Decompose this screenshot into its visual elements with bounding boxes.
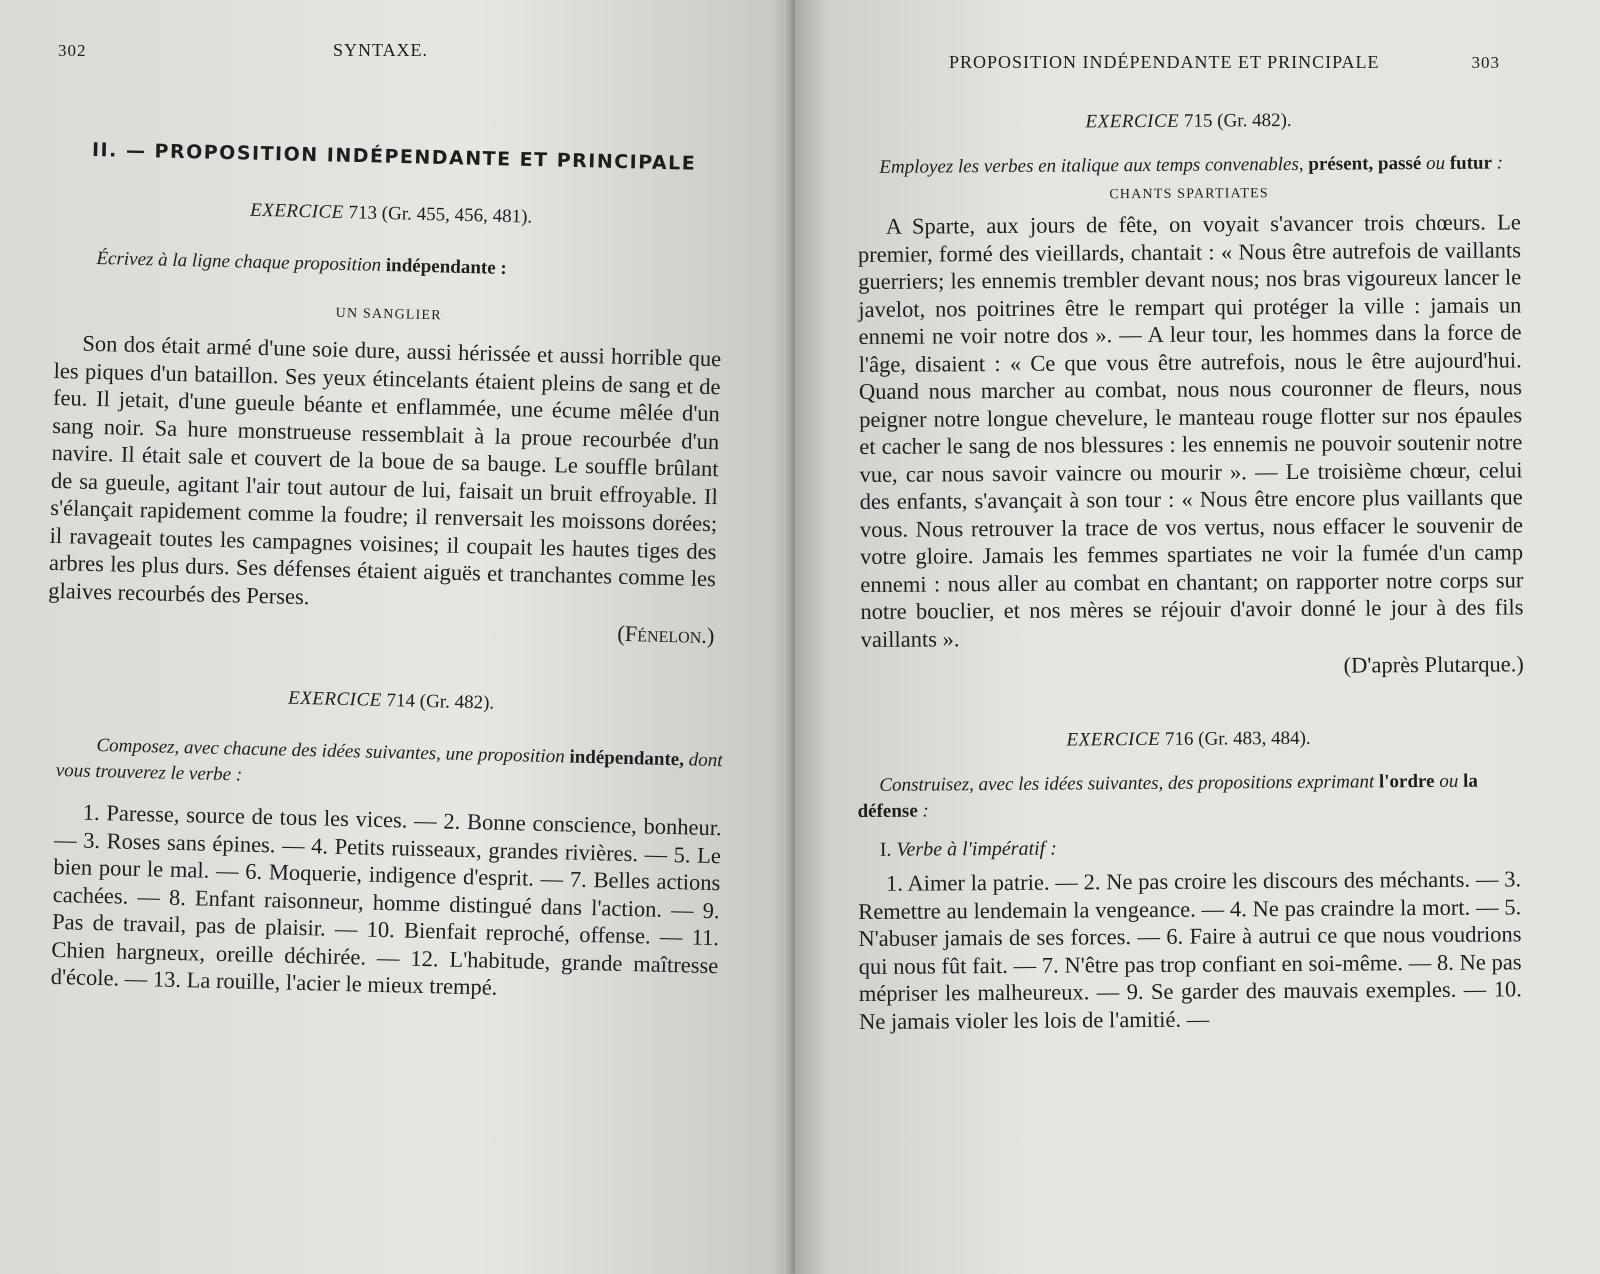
list-text: 1. Paresse, source de tous les vices. — 2. Bonne conscience, bonheur. — 3. Roses sans épines. — 4. Petits ruisseaux, grandes rivières. — 5. Le bien pour le mal. — 6. Moquerie, indigence d'esprit. — 7. Belles actions cachées. — 8. Enfant raisonneur, homme distingué dans l'action. — 9. Pas de travail, pas de plaisir. — 10. Bienfait reproché, offense. — 11. Chien hargneux, oreille déchirée. — 12. L'habitude, grande maîtresse d'école. — 13. La rouille, l'acier le mieux trempé. bbox=[50, 799, 722, 1000]
right-running-title: PROPOSITION INDÉPENDANTE ET PRINCIPALE bbox=[949, 52, 1380, 72]
exercise-label: EXERCICE bbox=[1066, 728, 1161, 751]
exercise-ref: 713 (Gr. 455, 456, 481). bbox=[348, 202, 533, 228]
instruction-italic: ou bbox=[1425, 152, 1446, 175]
exercise-716-heading bbox=[857, 726, 1520, 753]
exercise-714-heading bbox=[57, 682, 724, 720]
instruction-italic: Composez, avec chacune des idées suivantes, une proposition bbox=[96, 734, 565, 767]
list-text: 1. Aimer la patrie. — 2. Ne pas croire les discours des méchants. — 3. Remettre au lendemain la vengeance. — 4. Ne pas craindre la mort. — 5. N'abuser jamais de ses forces. — 6. Faire à autrui ce que nous voudrions qui nous fût fait. — 7. N'être pas trop confiant en soi-même. — 8. Ne pas mépriser les malheureux. — 9. Se garder des mauvais exemples. — 10. Ne jamais violer les lois de l'amitié. — bbox=[858, 865, 1522, 1033]
exercise-715-heading bbox=[857, 108, 1520, 135]
exercise-716 bbox=[857, 726, 1522, 1035]
exercise-714 bbox=[50, 682, 724, 1007]
left-running-head bbox=[58, 40, 725, 61]
exercise-716-subheading bbox=[858, 834, 1521, 862]
attribution: (Fénelon.) bbox=[617, 620, 715, 649]
exercise-715 bbox=[857, 108, 1524, 682]
section-heading: II. — PROPOSITION INDÉPENDANTE ET PRINCIPALE bbox=[91, 139, 697, 175]
instruction-italic: dont vous trouverez le verbe : bbox=[55, 748, 723, 786]
instruction-bold: indépendante, bbox=[569, 746, 685, 770]
left-page bbox=[0, 0, 795, 1274]
instruction-italic: : bbox=[1496, 152, 1504, 174]
exercise-ref: 714 (Gr. 482). bbox=[386, 689, 495, 714]
instruction-bold: l'ordre bbox=[1378, 770, 1435, 792]
left-page-number: 302 bbox=[58, 41, 87, 60]
exercise-716-instruction bbox=[857, 768, 1520, 825]
exercise-713-text bbox=[47, 329, 721, 650]
exercise-label: EXERCICE bbox=[287, 687, 383, 711]
instruction-italic: Construisez, avec les idées suivantes, des propositions exprimant bbox=[879, 770, 1375, 796]
exercise-715-subtitle: CHANTS SPARTIATES bbox=[1109, 186, 1269, 203]
exercise-715-instruction bbox=[857, 150, 1520, 181]
instruction-italic: Écrivez à la ligne chaque proposition bbox=[96, 247, 382, 276]
passage-text: Son dos était armé d'une soie dure, aussi hérissée et aussi horrible que les piques d'un bataillon. Ses yeux étincelants étaient pleins de sang et de feu. Il jetait, d'une gueule béante et enflammée, une écume mêlée d'un sang noir. Sa hure monstrueuse ressemblait à la proue recourbée d'un navire. Il était sale et couvert de la boue de sa bauge. Le souffle brûlant de sa gueule, agitant l'air tout autour de lui, faisait un bruit effroyable. Il s'élançait rapidement comme la foudre; il renversait les moissons dorées; il ravageait toutes les campagnes voisines; il coupait les hautes tiges des arbres les plus durs. Ses défenses étaient aiguës et tranchantes comme les glaives recourbés des Perses. bbox=[48, 330, 722, 609]
right-running-head bbox=[857, 52, 1520, 73]
exercise-713 bbox=[47, 195, 725, 650]
exercise-714-instruction bbox=[56, 731, 724, 799]
passage-text: A Sparte, aux jours de fête, on voyait s'avancer trois chœurs. Le premier, formé des vieillards, chantait : « Nous être autrefois de vaillants guerriers; les ennemis trembler devant nous; nos bras vigoureux lancer le javelot, nos poitrines être le rempart qui protéger la ville : jamais un ennemi ne voir notre dos ». — A leur tour, les hommes dans la force de l'âge, disaient : « Ce que vous être autrefois, nous le être aujourd'hui. Quand nous marcher au combat, nous nous couronner de fleurs, nous peigner notre longue chevelure, le manteau rouge flotter sur nos épaules et cacher le sang de nos blessures : les ennemis ne pouvoir soutenir notre vue, car nous savoir vaincre ou mourir ». — Le troisième chœur, celui des enfants, s'avançait à son tour : « Nous être encore plus vaillants que vous. Nous retrouver la trace de vos vertus, nous effacer le souvenir de votre gloire. Jamais les femmes spartiates ne voir la fumée d'un camp ennemi : nous aller au combat en chantant; on rapporter notre corps sur notre bouclier, et nos mères se réjouir d'avoir donné le jour à des fils vaillants ». bbox=[857, 209, 1524, 652]
exercise-716-text bbox=[858, 865, 1522, 1035]
exercise-label: EXERCICE bbox=[249, 199, 345, 223]
exercise-label: EXERCICE bbox=[1085, 110, 1180, 133]
instruction-bold: la bbox=[1462, 770, 1478, 792]
exercise-715-text bbox=[858, 208, 1524, 682]
subheading-text: Verbe à l'impératif : bbox=[896, 837, 1057, 861]
instruction-italic: ou bbox=[1439, 770, 1459, 792]
left-running-title: SYNTAXE. bbox=[333, 40, 429, 60]
subheading-number: I. bbox=[879, 838, 892, 861]
exercise-713-subtitle: UN SANGLIER bbox=[335, 305, 442, 324]
attribution: (D'après Plutarque.) bbox=[1343, 651, 1524, 678]
right-page bbox=[795, 0, 1600, 1274]
exercise-714-text bbox=[50, 797, 722, 1006]
instruction-italic: Employez les verbes en italique aux temps convenables, bbox=[879, 153, 1304, 178]
instruction-bold: défense bbox=[857, 800, 918, 822]
exercise-713-instruction bbox=[56, 245, 723, 287]
instruction-italic: : bbox=[922, 800, 929, 822]
right-page-number: 303 bbox=[1471, 53, 1500, 72]
exercise-ref: 716 (Gr. 483, 484). bbox=[1164, 727, 1311, 750]
exercise-ref: 715 (Gr. 482). bbox=[1183, 109, 1292, 132]
exercise-713-heading bbox=[57, 195, 724, 233]
instruction-bold: présent, bbox=[1308, 153, 1374, 175]
instruction-bold: futur bbox=[1449, 152, 1493, 174]
instruction-bold: passé bbox=[1377, 153, 1422, 175]
instruction-bold: indépendante : bbox=[385, 255, 508, 279]
